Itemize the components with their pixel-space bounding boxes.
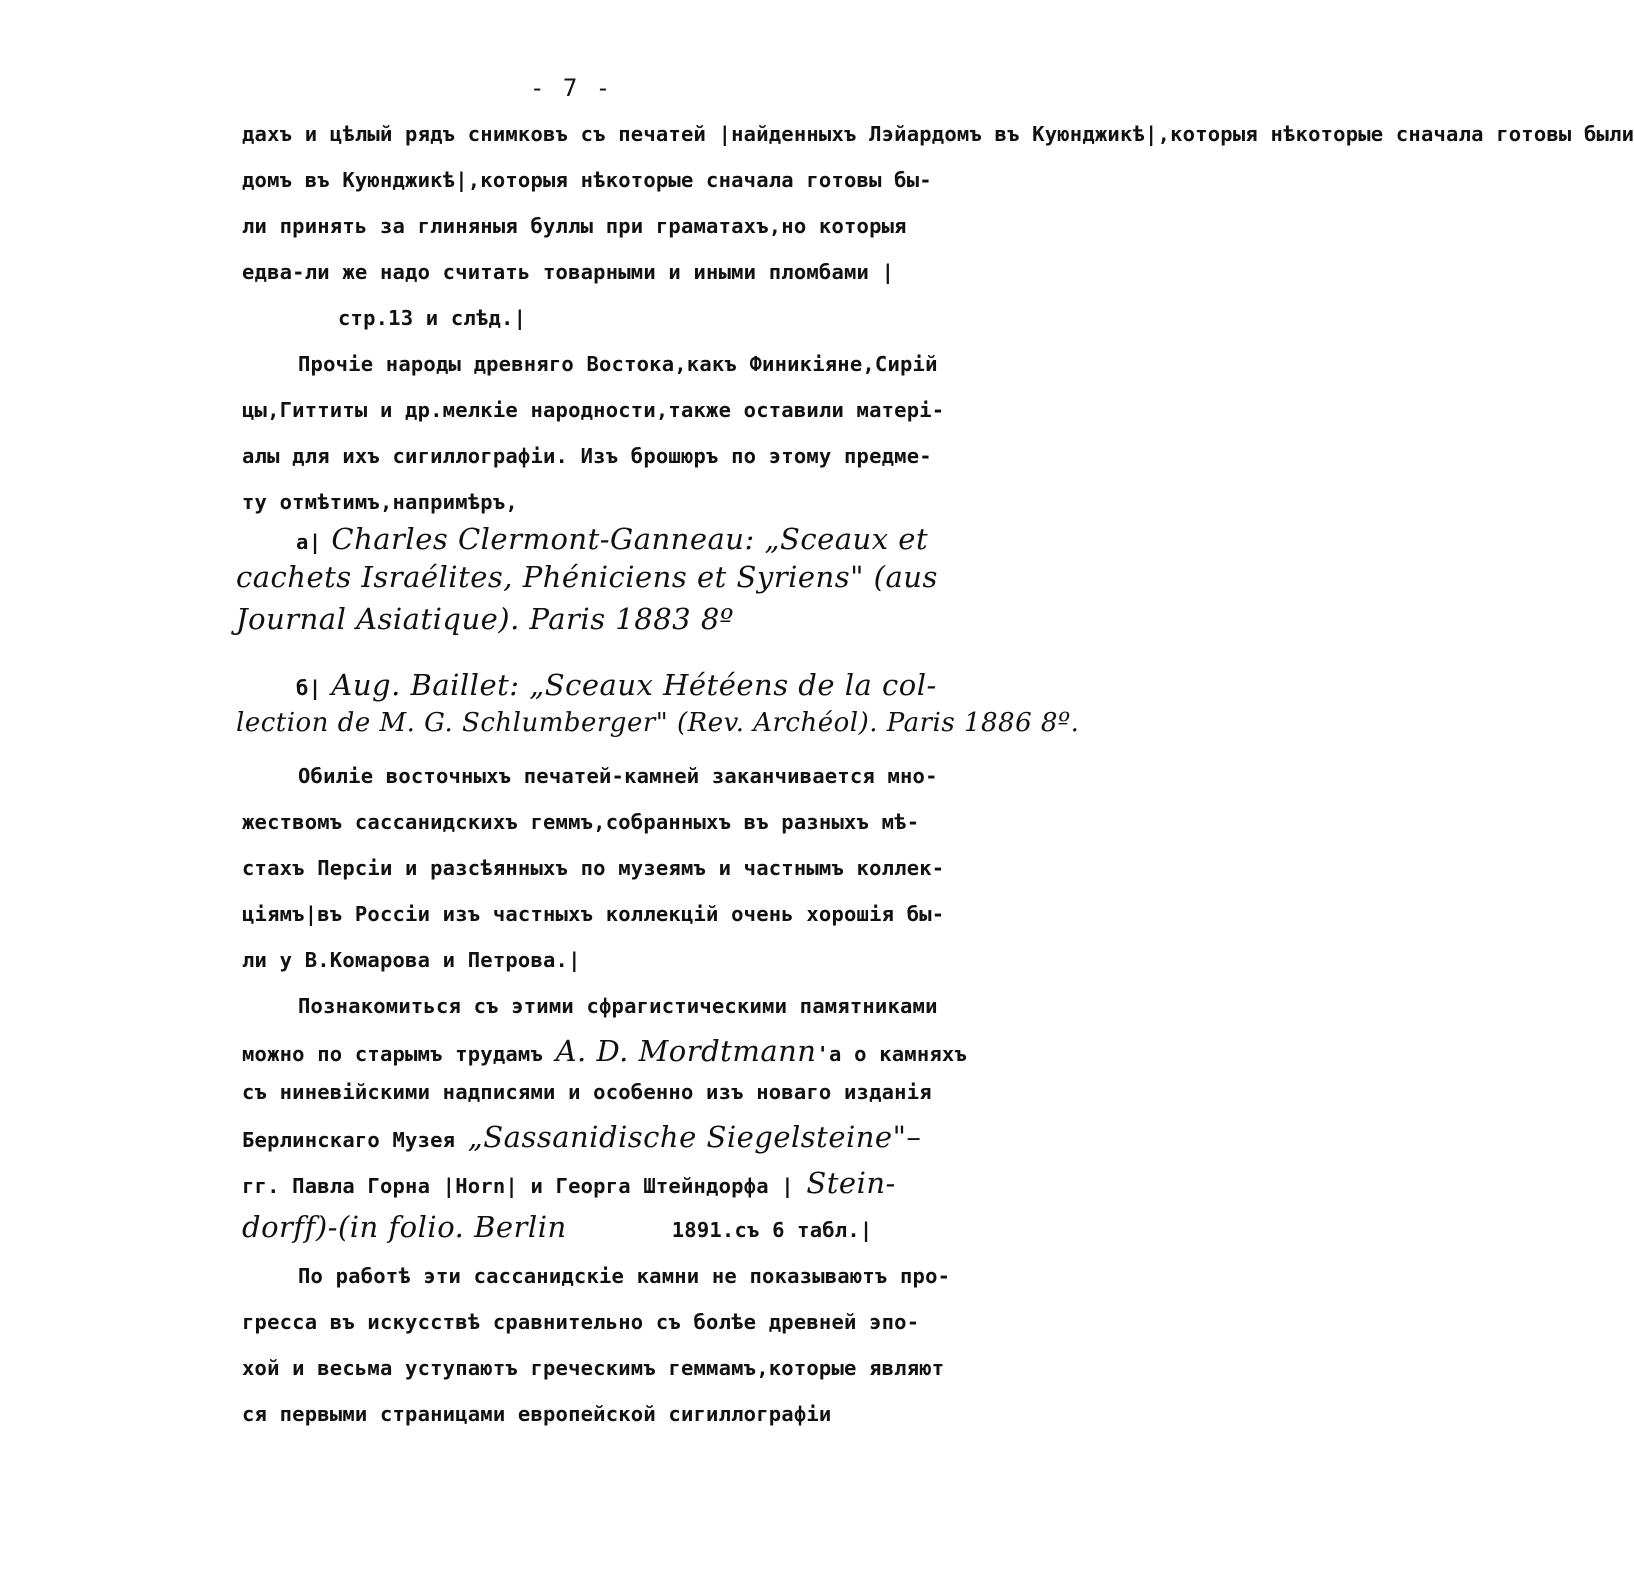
text-line: цы,Гиттиты и др.мелкіе народности,также оставили матерi- bbox=[242, 398, 945, 422]
text-line: домъ въ Куюнджикѣ|,которыя нѣкоторые сначала готовы бы- bbox=[242, 168, 932, 192]
text-line: ту отмѣтимъ,напримѣръ, bbox=[242, 490, 518, 514]
text-line-mixed bbox=[242, 1034, 967, 1068]
reference-label: a| bbox=[296, 530, 322, 554]
text-segment: гг. Павла Горна |Horn| и Георга Штейндорфа | bbox=[242, 1174, 794, 1198]
text-line: Познакомиться съ этими сфрагистическими памятниками bbox=[298, 994, 938, 1018]
text-line: съ ниневійскими надписями и особенно изъ новаго изданія bbox=[242, 1080, 932, 1104]
text-line: гресса въ искусствѣ сравнительно съ болѣе древней эпо- bbox=[242, 1310, 920, 1334]
reference-b-line bbox=[296, 668, 937, 702]
text-line: дахъ и цѣлый рядъ снимковъ съ печатей |найденныхъ Лэйардомъ въ Куюнджикѣ|,которыя нѣкоторые сначала готовы были bbox=[242, 122, 1634, 146]
text-line-mixed bbox=[242, 1166, 896, 1200]
text-segment: можно по старымъ трудамъ bbox=[242, 1042, 544, 1066]
text-line: жествомъ сассанидскихъ геммъ,собранныхъ въ разныхъ мѣ- bbox=[242, 810, 920, 834]
text-line: хой и весьма уступаютъ греческимъ геммамъ,которые являют bbox=[242, 1356, 945, 1380]
handwritten-text: cachets Israélites, Phéniciens et Syriens" (aus bbox=[236, 560, 938, 594]
handwritten-text: lection de M. G. Schlumberger" (Rev. Archéol). Paris 1886 8º. bbox=[236, 708, 1080, 738]
text-line: По работѣ эти сассанидскіе камни не показываютъ про- bbox=[298, 1264, 951, 1288]
text-line: Прочіе народы древняго Востока,какъ Финикіяне,Сирій bbox=[298, 352, 938, 376]
handwritten-text: A. D. Mordtmann bbox=[555, 1034, 817, 1068]
text-line: алы для ихъ сигиллографіи. Изъ брошюръ по этому предме- bbox=[242, 444, 932, 468]
handwritten-text: Charles Clermont-Ganneau: „Sceaux et bbox=[331, 522, 929, 556]
reference-a-line bbox=[296, 522, 928, 556]
text-segment: 1891.съ 6 табл.| bbox=[671, 1218, 873, 1242]
text-line: едва-ли же надо считать товарными и иными пломбами | bbox=[242, 260, 895, 284]
text-line: Обиліе восточныхъ печатей-камней заканчивается мно- bbox=[298, 764, 938, 788]
reference-label: б| bbox=[296, 676, 322, 700]
text-line: ся первыми страницами европейской сигиллографіи bbox=[242, 1402, 832, 1426]
text-line-mixed bbox=[242, 1120, 921, 1154]
handwritten-text: dorff)-(in folio. Berlin bbox=[242, 1210, 567, 1244]
text-segment: Берлинскаго Музея bbox=[242, 1128, 456, 1152]
text-line: ли принять за глиняныя буллы при граматахъ,но которыя bbox=[242, 214, 907, 238]
page-number: - 7 - bbox=[530, 74, 613, 102]
text-line: стр.13 и слѣд.| bbox=[338, 306, 527, 330]
handwritten-text: Journal Asiatique). Paris 1883 8º bbox=[236, 602, 734, 636]
text-segment: 'а о камняхъ bbox=[816, 1042, 967, 1066]
text-line: ли у В.Комарова и Петрова.| bbox=[242, 948, 581, 972]
text-line: ціямъ|въ Россіи изъ частныхъ коллекцій очень хорошія бы- bbox=[242, 902, 945, 926]
text-line: стахъ Персіи и разсѣянныхъ по музеямъ и частнымъ коллек- bbox=[242, 856, 945, 880]
handwritten-text: „Sassanidische Siegelsteine"– bbox=[467, 1120, 922, 1154]
handwritten-text: Aug. Baillet: „Sceaux Hétéens de la col- bbox=[331, 668, 937, 702]
text-line-mixed bbox=[242, 1210, 872, 1244]
handwritten-text: Stein- bbox=[806, 1166, 896, 1200]
